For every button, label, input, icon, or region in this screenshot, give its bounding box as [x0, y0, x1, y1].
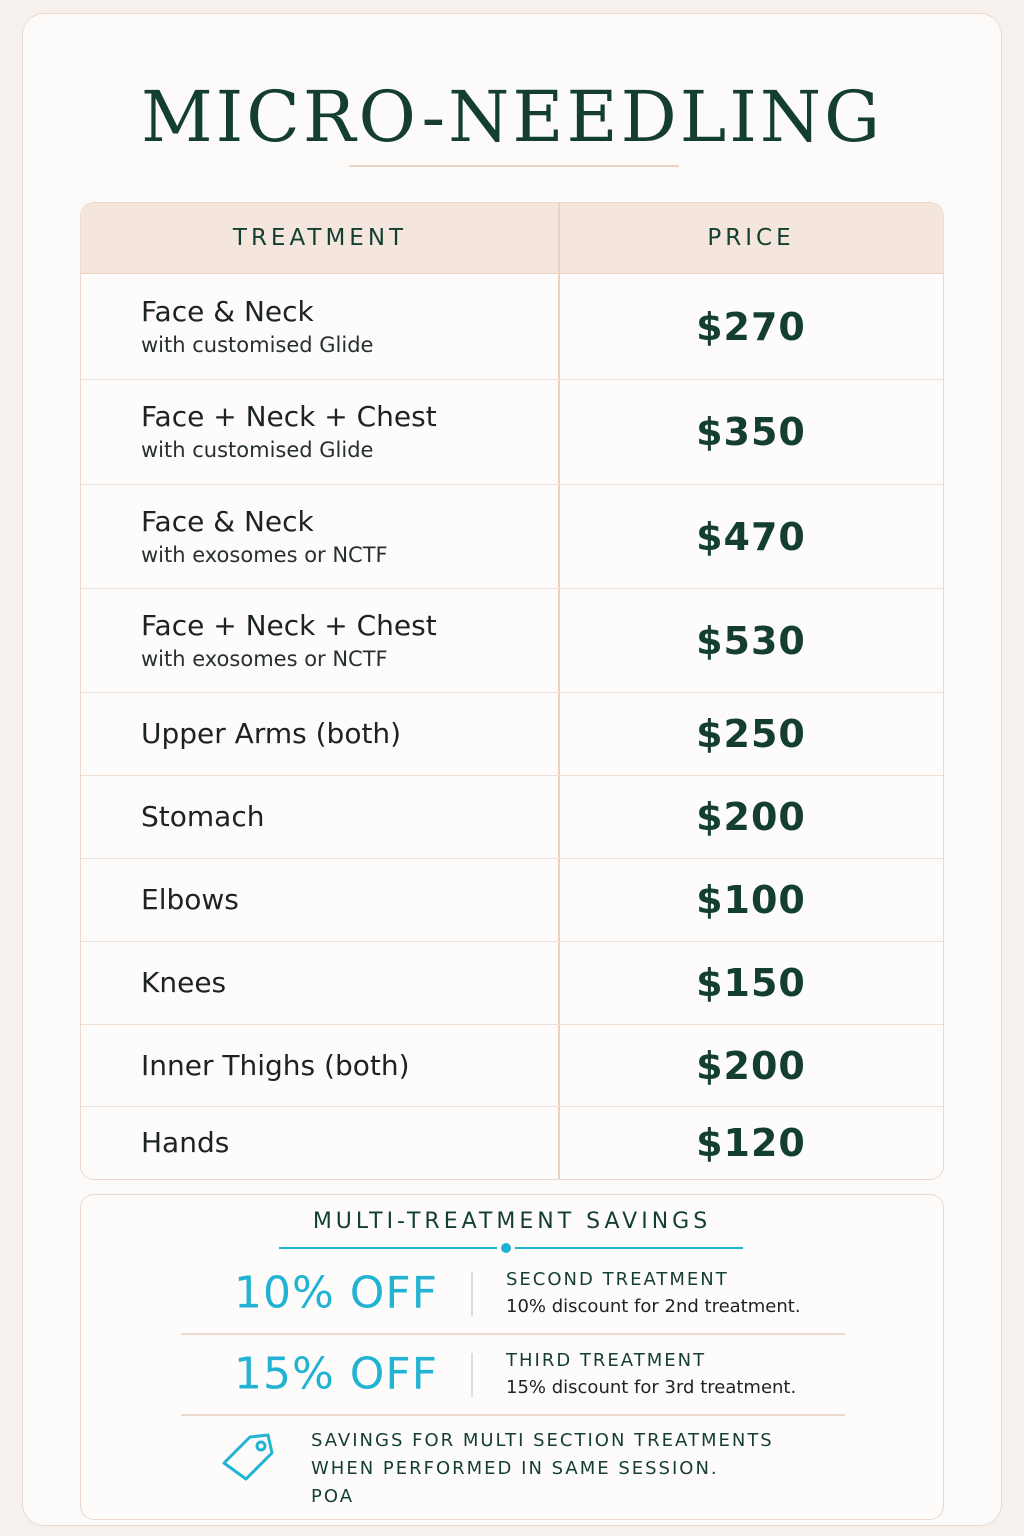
offer-description: 15% discount for 3rd treatment. — [506, 1377, 797, 1398]
header-treatment: TREATMENT — [232, 225, 408, 251]
treatment-price: $100 — [696, 878, 806, 922]
offer-separator — [181, 1414, 845, 1416]
treatment-name: Face & Neck — [141, 504, 314, 538]
treatment-name: Hands — [141, 1126, 230, 1159]
offer-divider — [471, 1353, 473, 1397]
offer-description: 10% discount for 2nd treatment. — [506, 1296, 801, 1317]
price-sheet — [22, 13, 1002, 1526]
offer-divider — [471, 1272, 473, 1316]
offer-second-treatment — [181, 1253, 845, 1333]
offer-label: THIRD TREATMENT — [506, 1350, 707, 1371]
treatment-name: Face + Neck + Chest — [141, 400, 437, 433]
treatment-cell — [141, 399, 541, 465]
treatment-cell — [141, 799, 541, 835]
treatment-name: Stomach — [141, 800, 265, 833]
savings-divider-right — [515, 1247, 743, 1249]
treatment-price: $250 — [696, 712, 806, 756]
treatment-detail: with customised Glide — [141, 438, 374, 462]
treatment-price: $200 — [696, 795, 806, 839]
savings-title: MULTI-TREATMENT SAVINGS — [312, 1209, 712, 1234]
treatment-price: $150 — [696, 961, 806, 1005]
price-table — [80, 202, 944, 1180]
treatment-price: $350 — [696, 410, 806, 454]
treatment-price: $270 — [696, 304, 806, 349]
treatment-cell — [141, 504, 541, 570]
treatment-price: $200 — [696, 1043, 806, 1088]
table-row — [81, 693, 943, 776]
treatment-cell — [141, 294, 541, 360]
treatment-cell — [141, 1125, 541, 1161]
treatment-name: Knees — [141, 966, 227, 999]
offer-third-treatment — [181, 1334, 845, 1414]
treatment-detail: with exosomes or NCTF — [141, 542, 388, 567]
title-divider — [349, 165, 679, 167]
table-row — [81, 776, 943, 859]
savings-note — [311, 1427, 774, 1511]
table-row — [81, 1107, 943, 1179]
offer-percent: 10% OFF — [233, 1267, 439, 1319]
table-row — [81, 274, 943, 380]
page-title: MICRO-NEEDLING — [140, 76, 884, 158]
treatment-price: $470 — [696, 514, 806, 559]
treatment-cell — [141, 716, 541, 752]
table-header — [81, 203, 943, 274]
treatment-detail: with exosomes or NCTF — [141, 646, 388, 671]
note-line: POA — [311, 1486, 355, 1507]
offer-label: SECOND TREATMENT — [506, 1269, 729, 1290]
treatment-detail: with customised Glide — [141, 332, 374, 357]
offer-percent: 15% OFF — [233, 1348, 439, 1400]
treatment-name: Face & Neck — [141, 294, 314, 328]
note-line: SAVINGS FOR MULTI SECTION TREATMENTS — [311, 1430, 774, 1451]
treatment-name: Upper Arms (both) — [141, 717, 402, 750]
treatment-price: $530 — [696, 618, 806, 663]
savings-divider-dot — [501, 1243, 511, 1253]
treatment-cell — [141, 965, 541, 1001]
price-tag-icon — [216, 1427, 282, 1493]
table-row — [81, 589, 943, 693]
header-price: PRICE — [707, 225, 795, 251]
treatment-cell — [141, 882, 541, 918]
table-row — [81, 485, 943, 589]
table-row — [81, 380, 943, 485]
treatment-cell — [141, 1048, 541, 1084]
treatment-cell — [141, 608, 541, 674]
table-row — [81, 859, 943, 942]
savings-panel — [80, 1194, 944, 1520]
treatment-name: Inner Thighs (both) — [141, 1048, 410, 1082]
table-row — [81, 942, 943, 1025]
table-row — [81, 1025, 943, 1107]
treatment-name: Elbows — [141, 883, 239, 916]
treatment-name: Face + Neck + Chest — [141, 608, 437, 642]
savings-divider-left — [279, 1247, 497, 1249]
treatment-price: $120 — [696, 1121, 806, 1165]
note-line: WHEN PERFORMED IN SAME SESSION. — [311, 1458, 719, 1479]
